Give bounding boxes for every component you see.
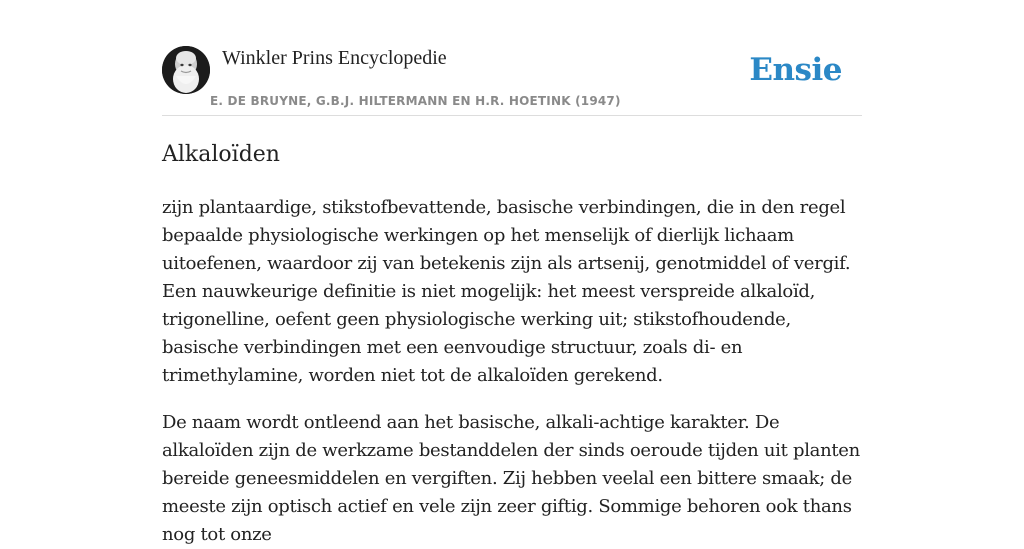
source-header [162,44,862,116]
author-avatar [162,46,210,94]
article-title: Alkaloïden [162,142,280,167]
ensie-logo-link[interactable]: Ensie [749,52,842,88]
source-authors: E. DE BRUYNE, G.B.J. HILTERMANN EN H.R. HOETINK (1947) [210,94,621,108]
bearded-man-portrait-icon [162,46,210,94]
article-container [162,44,862,549]
article-paragraph: De naam wordt ontleend aan het basische, alkali-achtige karakter. De alkaloïden zijn de werkzame bestanddelen der sinds oeroude tijden uit planten bereide geneesmiddelen en vergiften. Zij hebben veelal een bittere smaak; de meeste zijn optisch actief en vele zijn zeer giftig. Sommige behoren ook thans nog tot onze [162,412,860,545]
article-paragraph: zijn plantaardige, stikstofbevattende, basische verbindingen, die in den regel bepaalde physiologische werkingen op het menselijk of dierlijk lichaam uitoefenen, waardoor zij van betekenis zijn als artsenij, genotmiddel of vergif. Een nauwkeurige definitie is niet mogelijk: het meest verspreide alkaloïd, trigonelline, oefent geen physiologische werking uit; stikstofhoudende, basische verbindingen met een eenvoudige structuur, zoals di- en trimethylamine, worden niet tot de alkaloïden gerekend. [162,197,851,386]
source-title: Winkler Prins Encyclopedie [222,47,447,69]
